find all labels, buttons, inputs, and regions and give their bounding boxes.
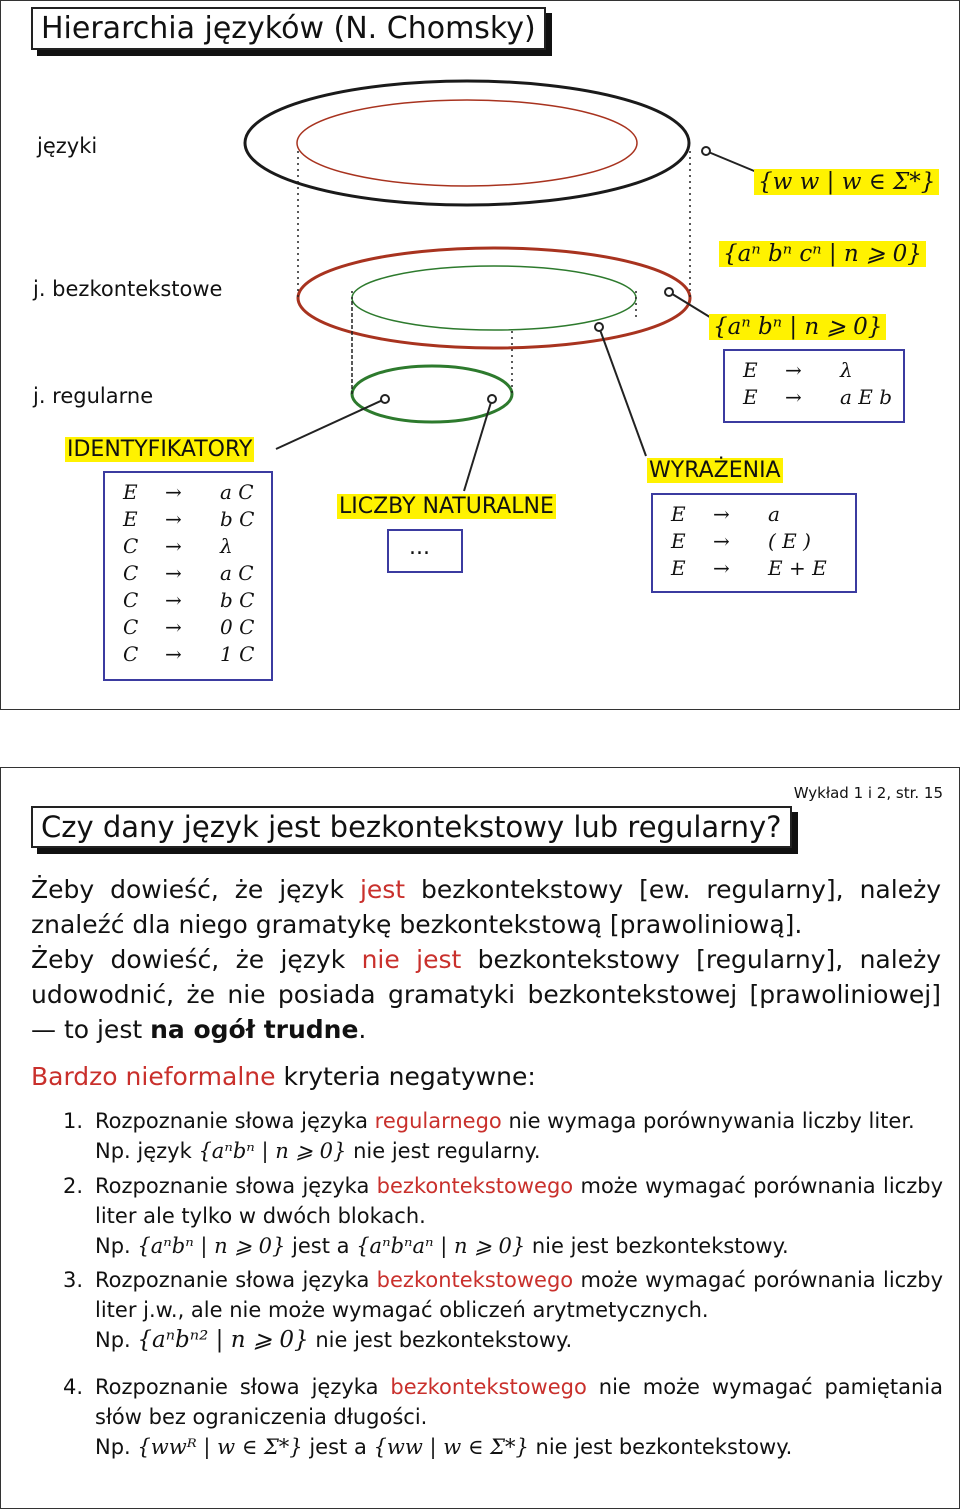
criterion-1: 1. Rozpoznanie słowa języka regularnego nie wymaga porównywania liczby liter. Np. język {aⁿbⁿ | n ⩾ 0} nie jest regularny. [63, 1109, 915, 1163]
ellipse-cf-inner [352, 266, 636, 330]
label-context-free: j. bezkontekstowe [33, 277, 223, 301]
set-ww: {w w | w ∈ Σ*} [754, 169, 939, 195]
criterion-2: 2. Rozpoznanie słowa języka bezkontekstowego może wymagać porównania liczby liter ale tylko w dwóch blokach. Np. {aⁿbⁿ | n ⩾ 0} jest a {aⁿbⁿaⁿ | n ⩾ 0} nie jest bezkontekstowy. [63, 1174, 944, 1258]
grammar-box-anbn [723, 349, 905, 423]
set-anbn: {aⁿ bⁿ | n ⩾ 0} [709, 314, 886, 340]
set-anbncn: {aⁿ bⁿ cⁿ | n ⩾ 0} [719, 241, 926, 267]
label-identifiers: IDENTYFIKATORY [67, 437, 253, 462]
grammar-anbn: E → λ E → a E b [743, 358, 893, 409]
label-naturals: LICZBY NATURALNE [339, 494, 554, 519]
ellipse-cf-outer [298, 248, 690, 348]
label-regular: j. regularne [33, 384, 154, 408]
criteria-heading: Bardzo nieformalne kryteria negatywne: [31, 1062, 536, 1091]
grammar-identifiers: E → a C E → b C C → λ C → a C C → b C C → 0 C C → 1 C [123, 480, 255, 666]
grammar-box-identifiers [103, 471, 273, 681]
paragraph-is-not: Żeby dowieść, że język nie jest bezkontekstowy [regularny], należy udowodnić, że nie posiada gramatyki bezkontekstowej [prawoliniowej] — to jest na ogół trudne. [31, 945, 941, 1044]
header-ref: Wykład 1 i 2, str. 15 [793, 784, 943, 802]
criterion-4: 4. Rozpoznanie słowa języka bezkontekstowego nie może wymagać pamiętania słów bez ograniczenia długości. Np. {wwᴿ | w ∈ Σ*} jest a {ww | w ∈ Σ*} nie jest bezkontekstowy. [63, 1375, 944, 1459]
slide-title: Hierarchia języków (N. Chomsky) [31, 7, 546, 50]
label-languages: języki [37, 134, 98, 158]
slide-hierarchy [0, 0, 960, 710]
naturals-box [387, 529, 463, 573]
naturals-content: ... [409, 535, 430, 560]
grammar-expressions: E → a E → ( E ) E → E + E [671, 502, 827, 580]
ellipse-all-inner [297, 100, 637, 186]
label-expressions: WYRAŻENIA [649, 458, 781, 483]
paragraph-is: Żeby dowieść, że język jest bezkontekstowy [ew. regularny], należy znaleźć dla niego gramatykę bezkontekstową [prawoliniową]. [31, 875, 942, 939]
criterion-3: 3. Rozpoznanie słowa języka bezkontekstowego może wymagać porównania liczby liter j.w., ale nie może wymagać obliczeń arytmetycznych. Np. {aⁿbⁿ² | n ⩾ 0} nie jest bezkontekstowy. [63, 1268, 944, 1353]
dotted-connectors [298, 151, 690, 394]
pointer-lines [276, 151, 759, 491]
grammar-box-expressions [651, 493, 857, 593]
slide-criteria [0, 767, 960, 1509]
slide-title: Czy dany język jest bezkontekstowy lub regularny? [31, 806, 792, 848]
